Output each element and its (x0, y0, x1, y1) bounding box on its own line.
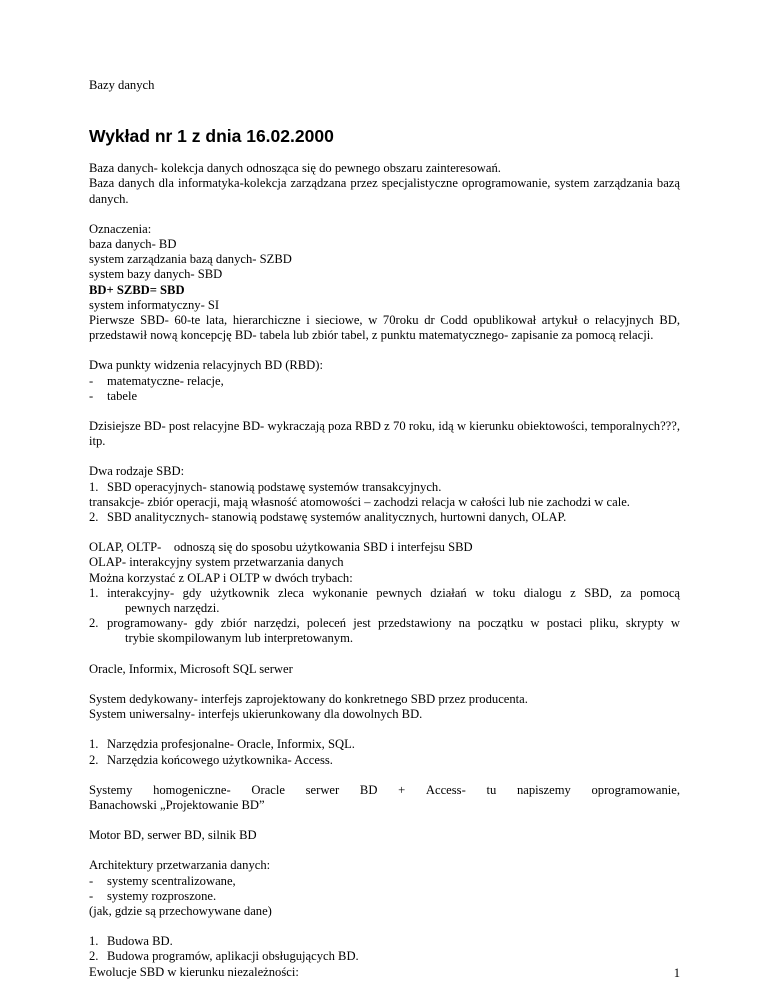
list-item: 1. interakcyjny- gdy użytkownik zleca wykonanie pewnych działań w toku dialogu z SBD, za pomocą pewnych narzędzi. (89, 585, 680, 616)
list-item: 2. programowany- gdy zbiór narzędzi, poleceń jest przedstawiony na początku w postaci pliku, skrypty w trybie skompilowanym lub interpretowanym. (89, 616, 680, 646)
list-item: 1. SBD operacyjnych- stanowią podstawę systemów transakcyjnych. (89, 479, 442, 494)
lecture-title: Wykład nr 1 z dnia 16.02.2000 (89, 126, 334, 147)
intro-line-1: Baza danych- kolekcja danych odnosząca się do pewnego obszaru zainteresowań. (89, 161, 501, 176)
list-item: 2. SBD analitycznych- stanowią podstawę systemów analitycznych, hurtowni danych, OLAP. (89, 510, 567, 525)
list-item: 2. Narzędzia końcowego użytkownika- Access. (89, 752, 333, 767)
history-paragraph: Pierwsze SBD- 60-te lata, hierarchiczne i sieciowe, w 70roku dr Codd opublikował artykuł o relacyjnych BD, przedstawił nową koncepcję BD- tabela lub zbiór tabel, z punktu matematycznego- zapisanie za pomocą relacji. (89, 313, 680, 343)
list-item: 1. Budowa BD. (89, 934, 173, 949)
list-item: - tabele (89, 388, 138, 403)
today-paragraph: Dzisiejsze BD- post relacyjne BD- wykraczają poza RBD z 70 roku, idą w kierunku obiektowości, temporalnych???, itp. (89, 419, 680, 449)
reference-line: Banachowski „Projektowanie BD” (89, 797, 265, 812)
intro-line-2: Baza danych dla informatyka-kolekcja zarządzana przez specjalistyczne oprogramowanie, system zarządzania bazą danych. (89, 176, 680, 206)
page-content (89, 78, 680, 980)
list-item: 1. Narzędzia profesjonalne- Oracle, Informix, SQL. (89, 737, 355, 752)
vendors-line: Oracle, Informix, Microsoft SQL serwer (89, 661, 293, 676)
olap-line-1: OLAP, OLTP- odnoszą się do sposobu użytkowania SBD i interfejsu SBD (89, 540, 473, 555)
dedicated-system-line: System dedykowany- interfejs zaprojektowany do konkretnego SBD przez producenta. (89, 691, 528, 706)
notation-item: system informatyczny- SI (89, 297, 220, 312)
notation-item: baza danych- BD (89, 237, 177, 252)
list-item: - systemy scentralizowane, (89, 873, 236, 888)
notation-item: system bazy danych- SBD (89, 267, 223, 282)
list-item: 2. Budowa programów, aplikacji obsługujących BD. (89, 949, 359, 964)
viewpoints-heading: Dwa punkty widzenia relacyjnych BD (RBD): (89, 358, 323, 373)
transactions-line: transakcje- zbiór operacji, mają własność atomowości – zachodzi relacja w całości lub nie zachodzi w cale. (89, 494, 630, 509)
notation-formula: BD+ SZBD= SBD (89, 282, 185, 297)
motor-line: Motor BD, serwer BD, silnik BD (89, 828, 257, 843)
architecture-note: (jak, gdzie są przechowywane dane) (89, 903, 272, 918)
olap-line-3: Można korzystać z OLAP i OLTP w dwóch trybach: (89, 570, 353, 585)
olap-line-2: OLAP- interakcyjny system przetwarzania danych (89, 555, 344, 570)
evolution-line: Ewolucje SBD w kierunku niezależności: (89, 964, 299, 979)
architecture-heading: Architektury przetwarzania danych: (89, 858, 271, 873)
sbd-types-heading: Dwa rodzaje SBD: (89, 464, 185, 479)
homogeneous-line: Systemy homogeniczne- Oracle serwer BD + Access- tu napiszemy oprogramowanie, (89, 782, 680, 797)
notation-heading: Oznaczenia: (89, 221, 152, 236)
page-number: 1 (673, 966, 680, 980)
running-header: Bazy danych (89, 78, 155, 92)
notation-item: system zarządzania bazą danych- SZBD (89, 252, 292, 267)
list-item: - matematyczne- relacje, (89, 373, 224, 388)
list-item: - systemy rozproszone. (89, 888, 217, 903)
universal-system-line: System uniwersalny- interfejs ukierunkowany dla dowolnych BD. (89, 707, 423, 722)
